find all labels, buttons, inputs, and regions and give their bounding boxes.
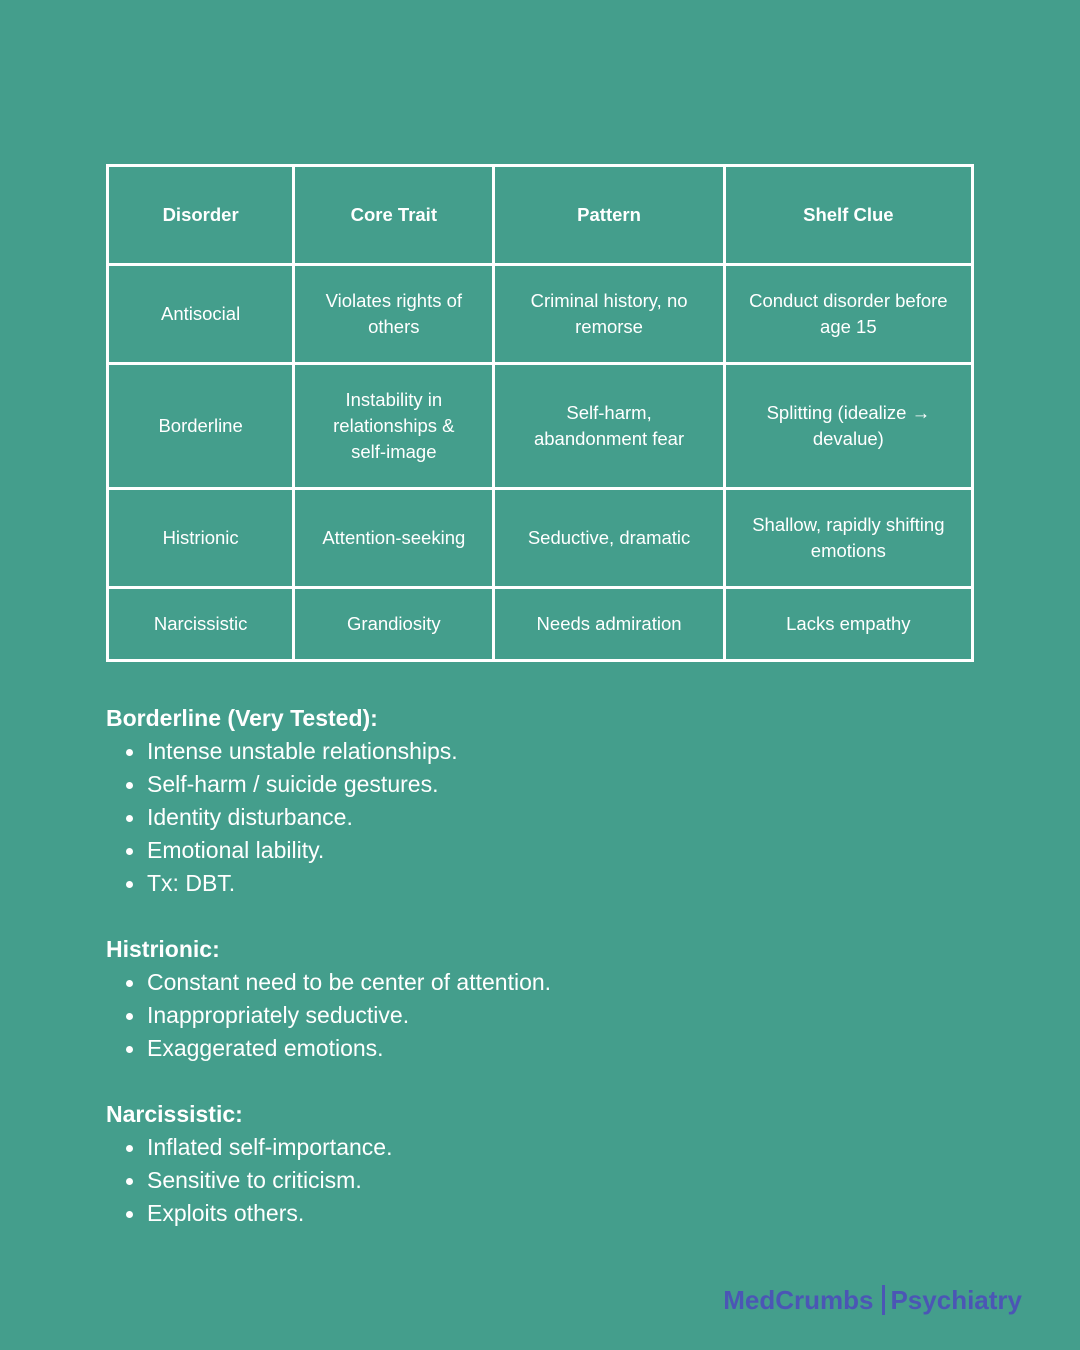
list-item: Exaggerated emotions. xyxy=(106,1032,966,1065)
section-heading: Histrionic: xyxy=(106,936,220,962)
cell-disorder: Borderline xyxy=(108,364,294,489)
header-core-trait: Core Trait xyxy=(294,166,494,265)
list-item: Exploits others. xyxy=(106,1197,966,1230)
section-narcissistic xyxy=(106,1098,966,1230)
cell-core-trait: Attention-seeking xyxy=(294,489,494,588)
cell-pattern: Self-harm, abandonment fear xyxy=(494,364,724,489)
brand-divider xyxy=(882,1285,885,1315)
cell-pattern: Seductive, dramatic xyxy=(494,489,724,588)
cell-shelf-clue: Conduct disorder before age 15 xyxy=(724,265,972,364)
table-row xyxy=(108,588,973,661)
cell-core-trait: Violates rights of others xyxy=(294,265,494,364)
cell-disorder: Antisocial xyxy=(108,265,294,364)
list-item: Sensitive to criticism. xyxy=(106,1164,966,1197)
cell-shelf-clue: Shallow, rapidly shifting emotions xyxy=(724,489,972,588)
bullet-list xyxy=(106,735,966,900)
section-heading: Borderline (Very Tested): xyxy=(106,705,378,731)
list-item: Inappropriately seductive. xyxy=(106,999,966,1032)
header-pattern: Pattern xyxy=(494,166,724,265)
cell-core-trait: Instability in relationships & self-image xyxy=(294,364,494,489)
cell-pattern: Needs admiration xyxy=(494,588,724,661)
bullet-list xyxy=(106,1131,966,1230)
list-item: Identity disturbance. xyxy=(106,801,966,834)
cell-shelf-clue: Splitting (idealize → devalue) xyxy=(724,364,972,489)
table-row xyxy=(108,489,973,588)
brand-name: MedCrumbs xyxy=(723,1285,874,1315)
comparison-table-container xyxy=(106,164,974,662)
list-item: Intense unstable relationships. xyxy=(106,735,966,768)
list-item: Emotional lability. xyxy=(106,834,966,867)
table-row xyxy=(108,364,973,489)
header-shelf-clue: Shelf Clue xyxy=(724,166,972,265)
notes-area xyxy=(106,702,966,1263)
cell-disorder: Narcissistic xyxy=(108,588,294,661)
list-item: Self-harm / suicide gestures. xyxy=(106,768,966,801)
table-row xyxy=(108,265,973,364)
brand-watermark xyxy=(723,1282,1022,1318)
list-item: Inflated self-importance. xyxy=(106,1131,966,1164)
brand-topic: Psychiatry xyxy=(890,1285,1022,1315)
cell-shelf-clue: Lacks empathy xyxy=(724,588,972,661)
section-borderline xyxy=(106,702,966,900)
personality-disorder-table xyxy=(106,164,974,662)
header-disorder: Disorder xyxy=(108,166,294,265)
cell-disorder: Histrionic xyxy=(108,489,294,588)
list-item: Constant need to be center of attention. xyxy=(106,966,966,999)
section-histrionic xyxy=(106,933,966,1065)
bullet-list xyxy=(106,966,966,1065)
table-header-row xyxy=(108,166,973,265)
cell-pattern: Criminal history, no remorse xyxy=(494,265,724,364)
cell-core-trait: Grandiosity xyxy=(294,588,494,661)
list-item: Tx: DBT. xyxy=(106,867,966,900)
section-heading: Narcissistic: xyxy=(106,1101,243,1127)
